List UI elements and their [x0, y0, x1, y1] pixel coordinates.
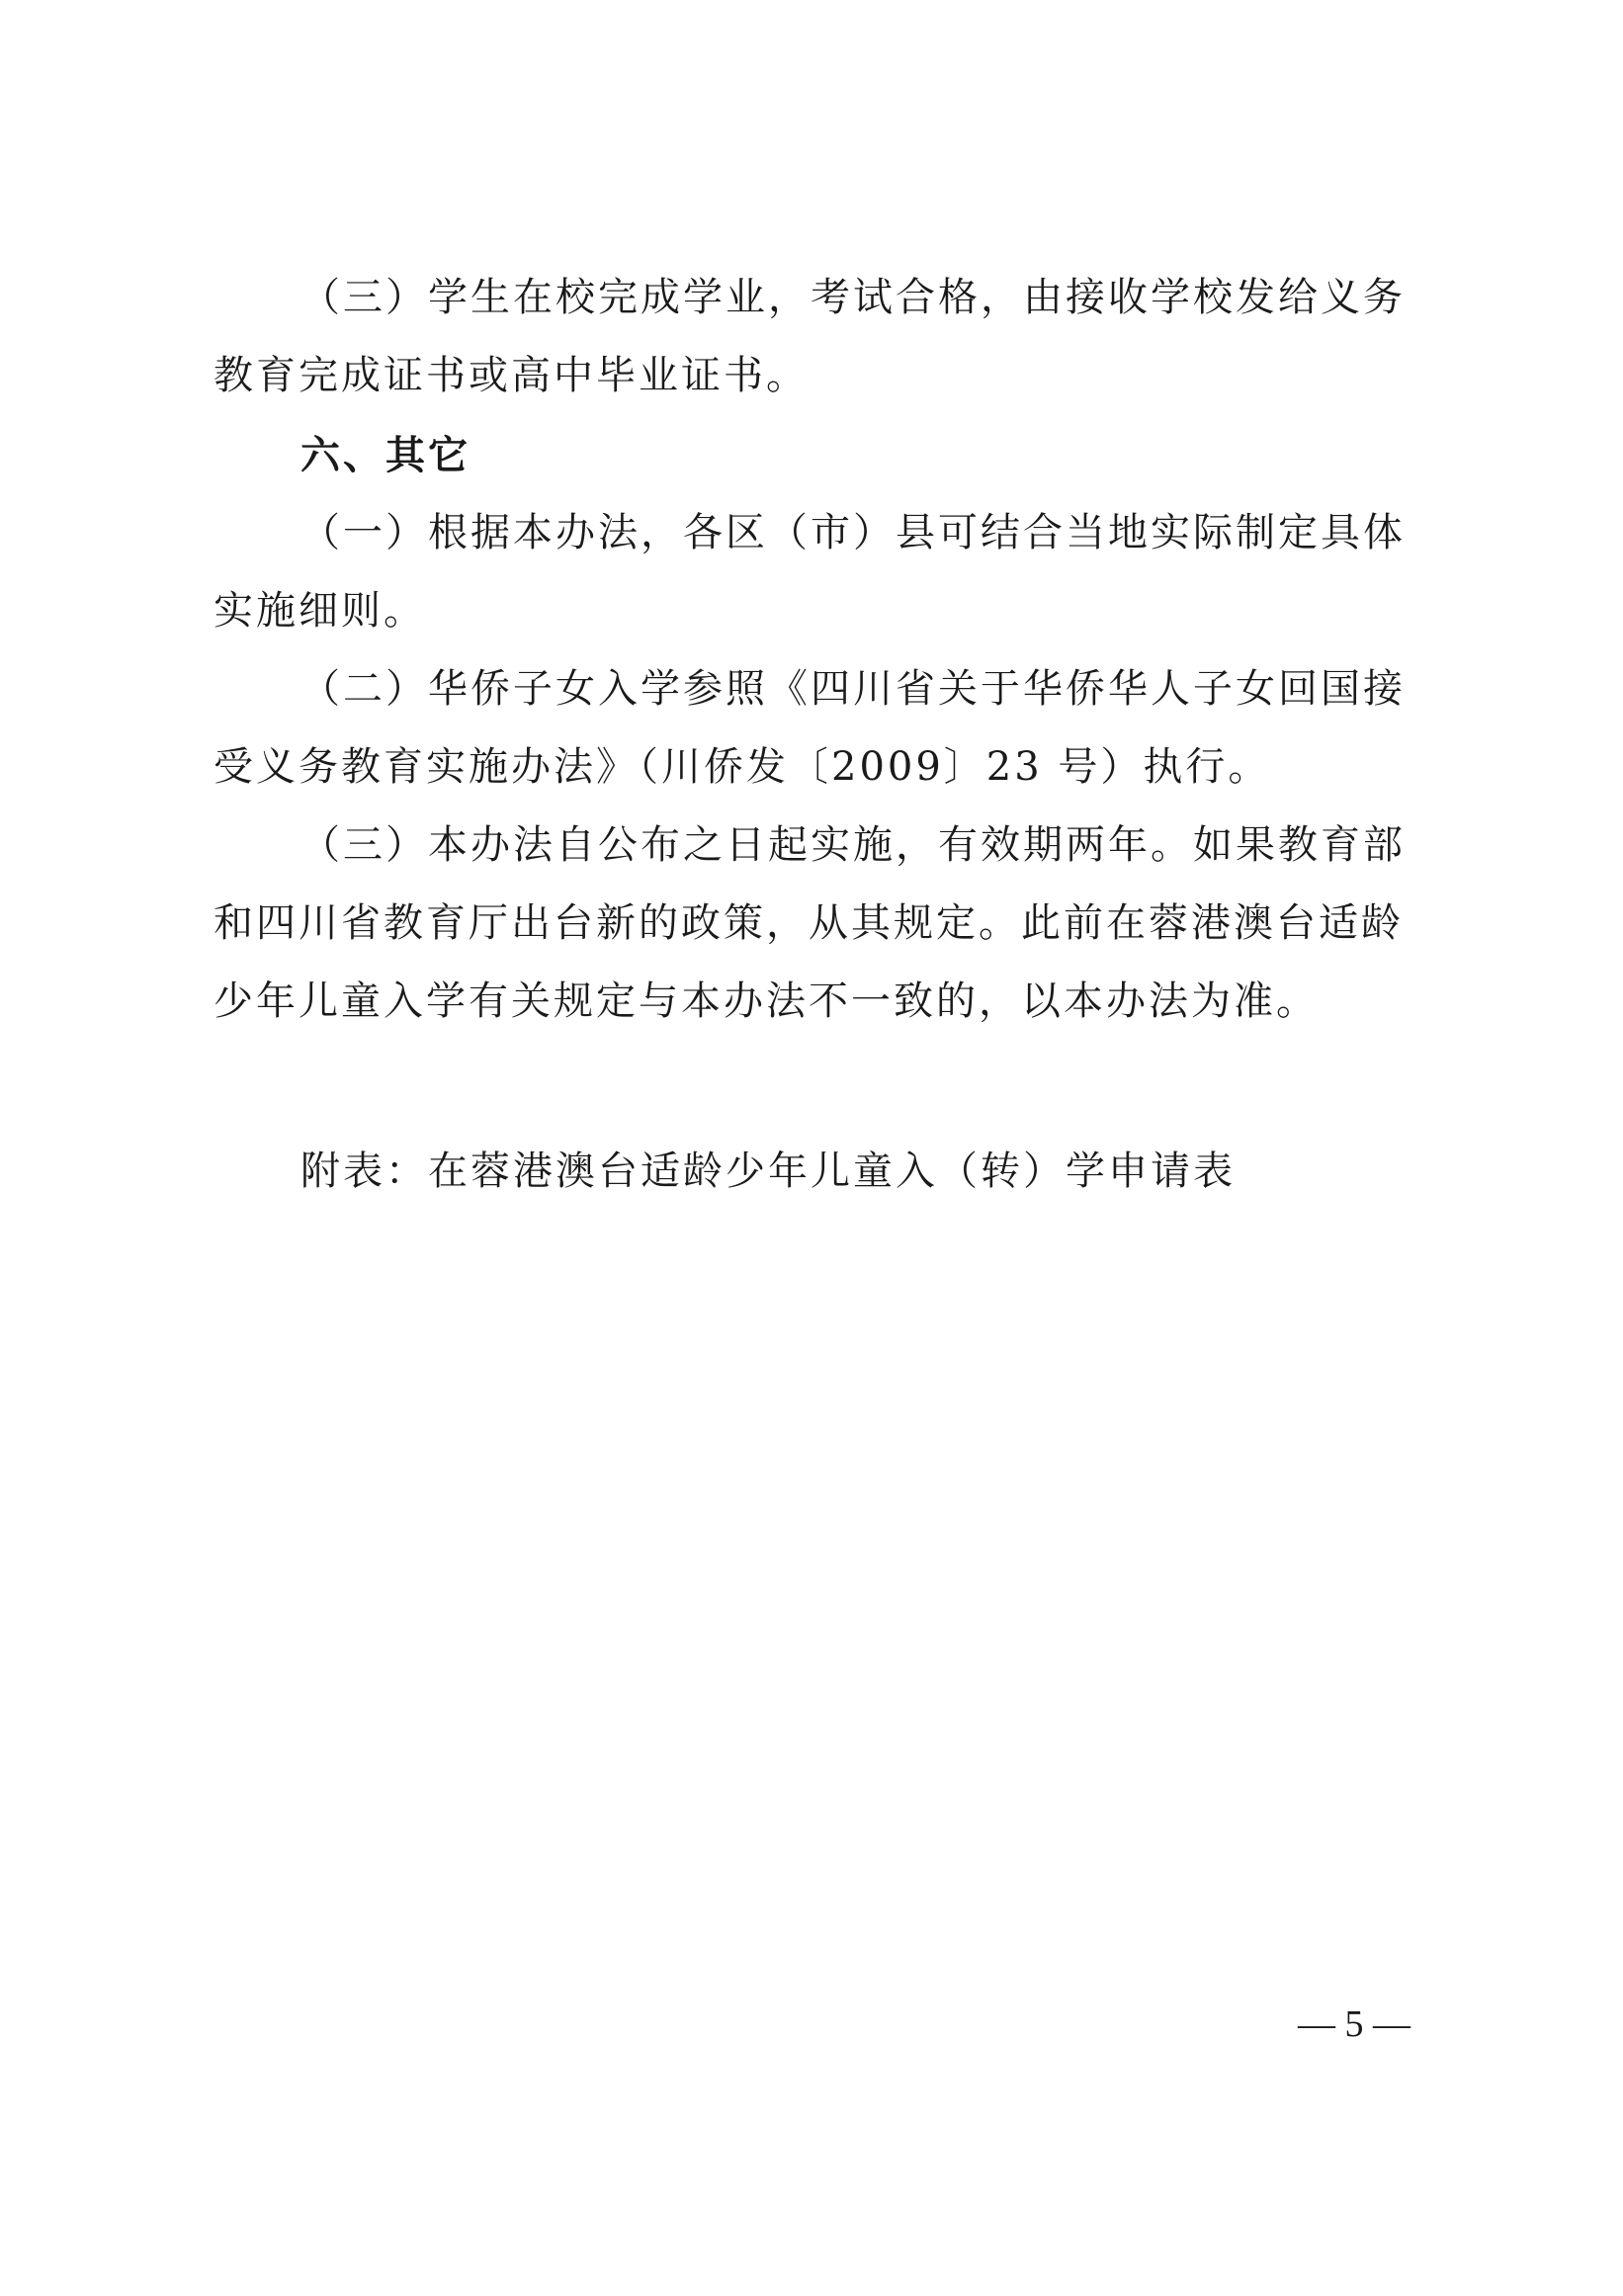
section-heading [214, 417, 1415, 495]
paragraph-line: （一）根据本办法，各区（市）县可结合当地实际制定具体 [300, 510, 1406, 555]
paragraph-line: 受义务教育实施办法》（川侨发〔2009〕23 号）执行。 [214, 744, 1271, 790]
paragraph-section6-item2 [214, 650, 1415, 807]
page-number: — 5 — [1298, 2003, 1410, 2045]
paragraph-section6-item3 [214, 807, 1415, 1041]
paragraph-line: （二）华侨子女入学参照《四川省关于华侨华人子女回国接 [300, 666, 1406, 712]
paragraph-line: 实施细则。 [214, 588, 426, 634]
paragraph-line: 和四川省教育厅出台新的政策，从其规定。此前在蓉港澳台适龄 [214, 900, 1404, 946]
paragraph-section6-item1 [214, 494, 1415, 650]
paragraph-section5-item3 [214, 259, 1415, 415]
paragraph-line: 少年儿童入学有关规定与本办法不一致的，以本办法为准。 [214, 978, 1319, 1024]
paragraph-line: （三）学生在校完成学业，考试合格，由接收学校发给义务 [300, 275, 1406, 320]
paragraph-line: 教育完成证书或高中毕业证书。 [214, 353, 809, 398]
attachment-text: 附表：在蓉港澳台适龄少年儿童入（转）学申请表 [300, 1148, 1236, 1194]
paragraph-line: （三）本办法自公布之日起实施，有效期两年。如果教育部 [300, 822, 1406, 868]
attachment-note [214, 1133, 1415, 1211]
section-heading-text: 六、其它 [300, 433, 470, 478]
